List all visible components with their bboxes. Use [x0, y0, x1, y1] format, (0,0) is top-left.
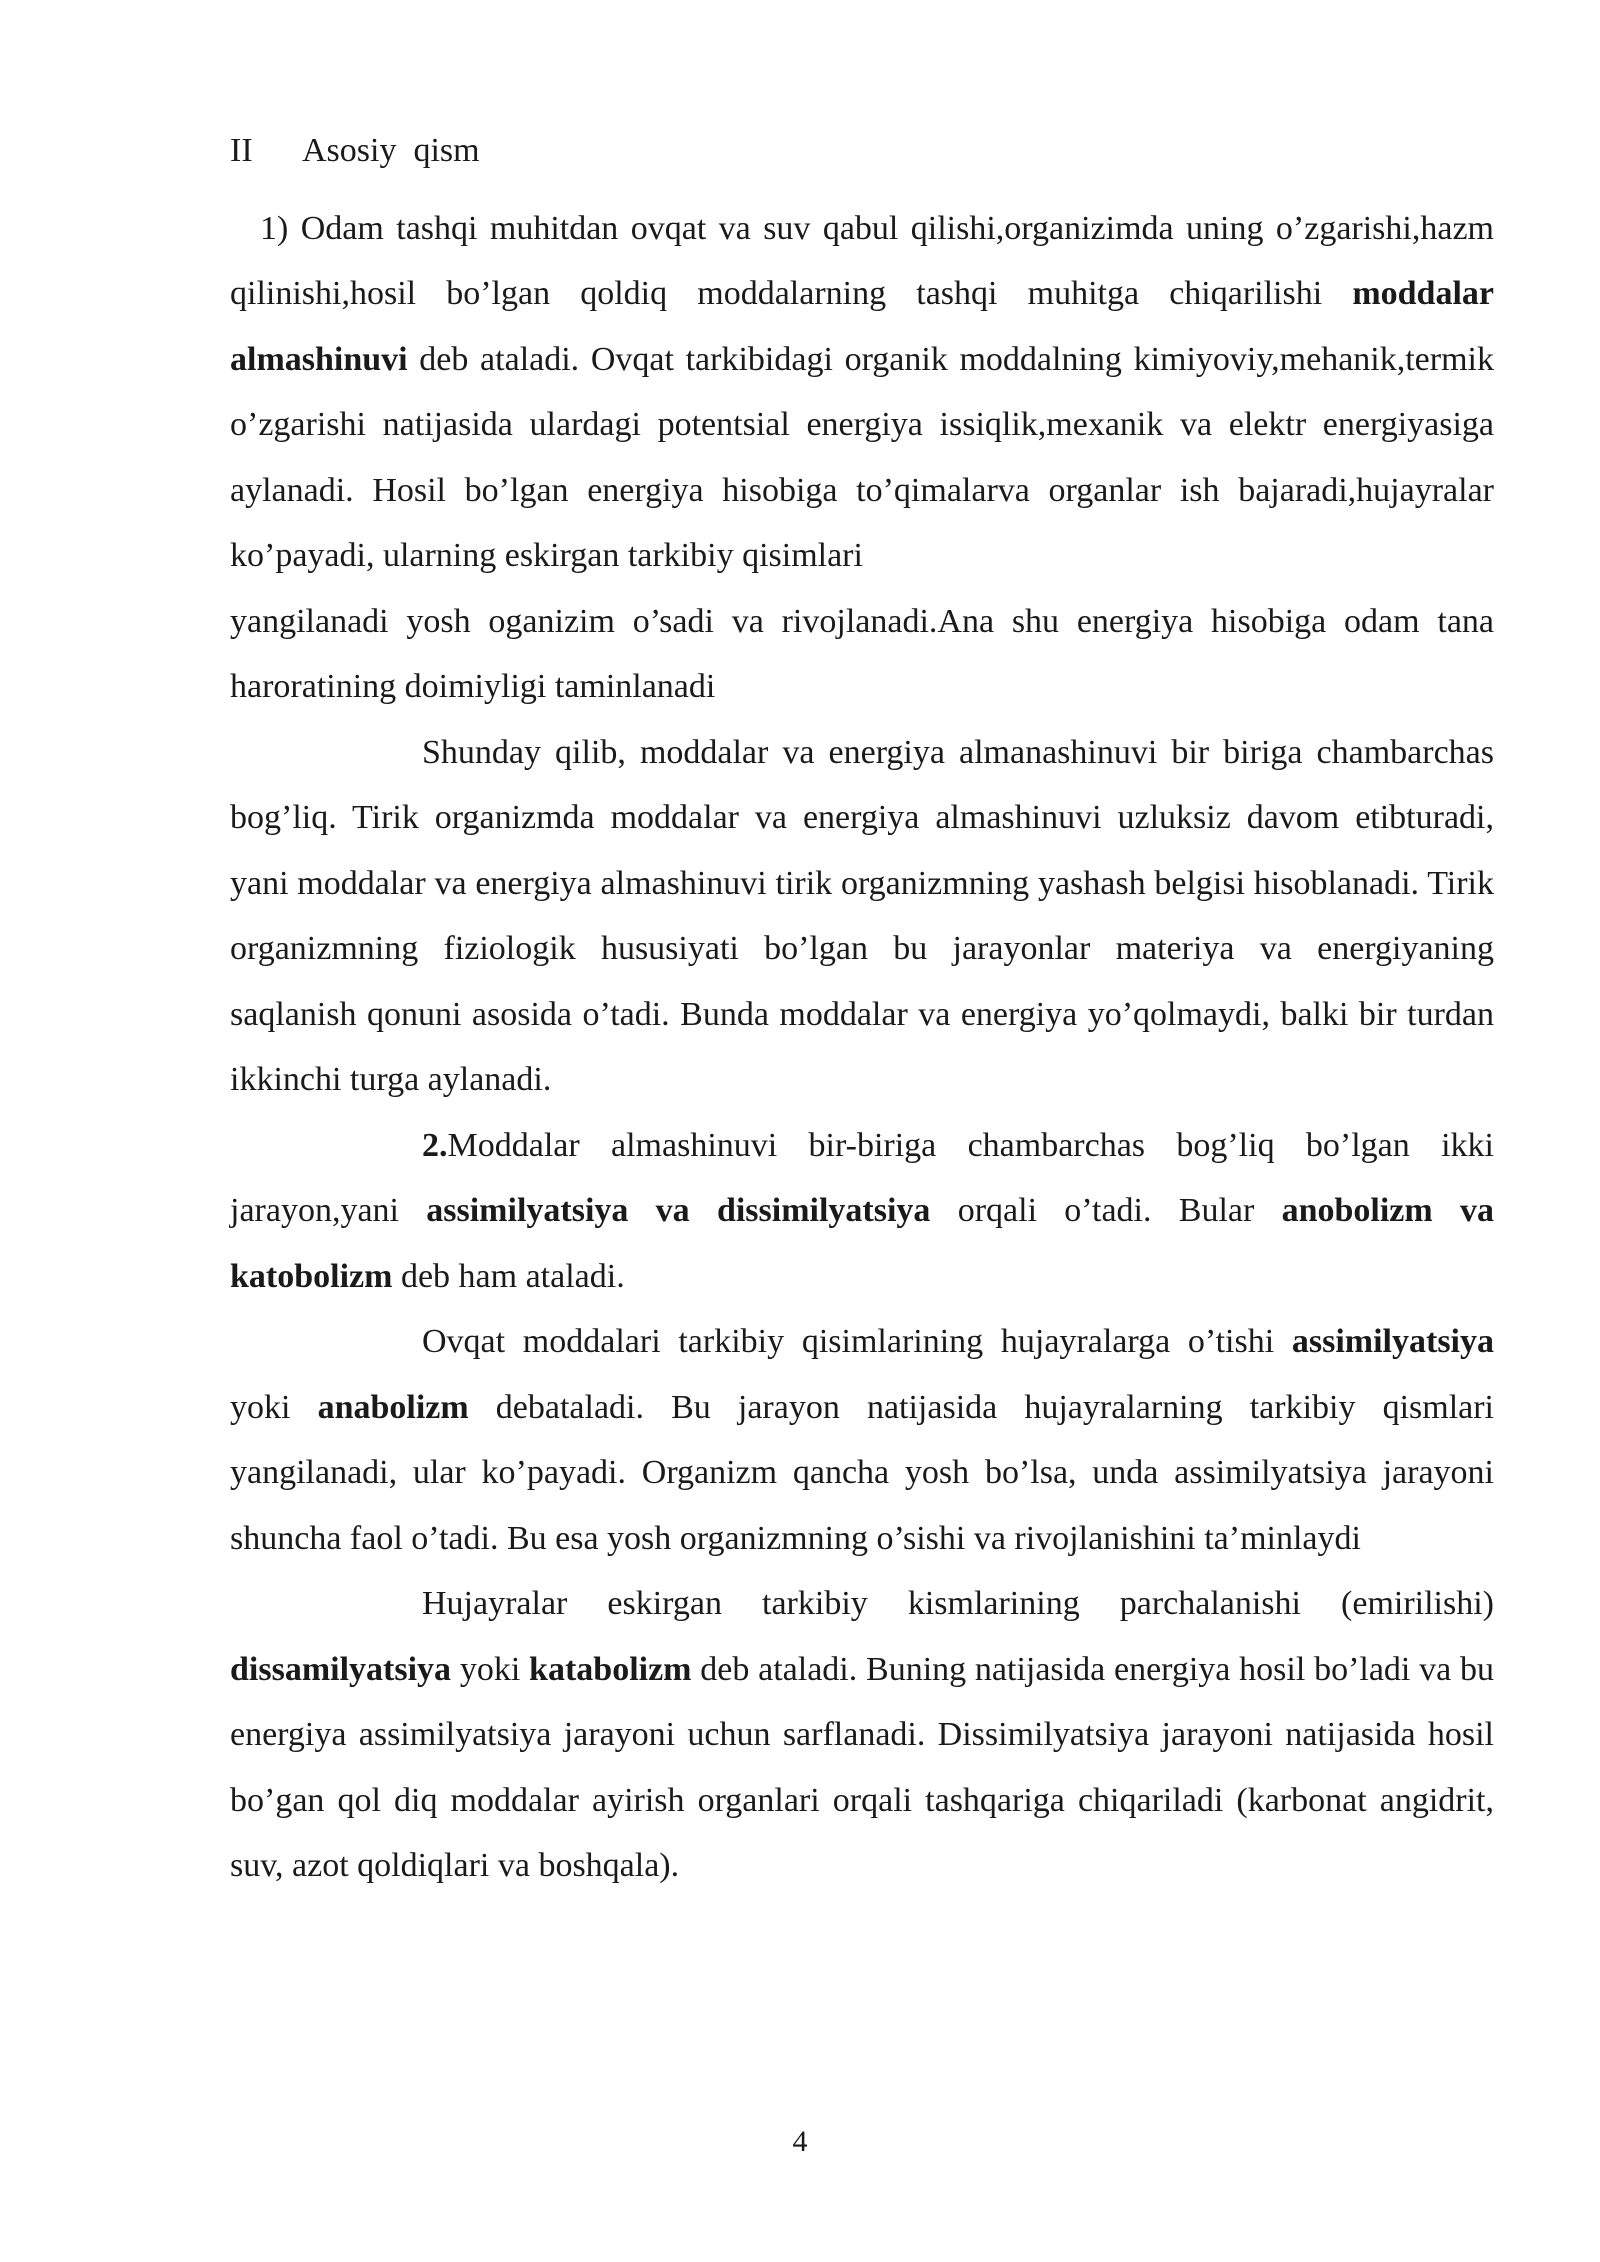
text-segment: yangilanadi yosh oganizim o’sadi va rivojlanadi.Ana shu energiya hisobiga odam tana haroratining doimiyligi taminlanadi — [230, 602, 1494, 705]
body-text — [230, 196, 1494, 1899]
body-paragraph — [230, 1309, 1494, 1571]
text-segment: deb ataladi. Buning natijasida energiya hosil bo’ladi va bu energiya assimilyatsiya jarayoni uchun sarflanadi. Dissimilyatsiya jarayoni natijasida hosil bo’gan qol diq moddalar ayirish organlari orqali tashqariga chiqariladi (karbonat angidrit, suv, azot qoldiqlari va boshqala). — [230, 1650, 1495, 1884]
body-paragraph — [230, 196, 1494, 589]
bold-term: moddalar almashinuvi — [230, 275, 1494, 378]
text-segment: Ovqat moddalari tarkibiy qisimlarining hujayralarga o’tishi — [422, 1323, 1292, 1360]
bold-term: assimilyatsiya — [1291, 1323, 1494, 1360]
bold-term: assimilyatsiya va dissimilyatsiya — [426, 1192, 931, 1229]
document-page — [230, 118, 1494, 1899]
text-segment: deb ataladi. Ovqat tarkibidagi organik moddalning kimiyoviy,mehanik,termik o’zgarishi natijasida ulardagi potentsial energiya issiqlik,mexanik va elektr energiyasiga aylanadi. Hosil bo’lgan energiya hisobiga to’qimalarva organlar ish bajaradi,hujayralar ko’payadi, ularning eskirgan tarkibiy qisimlari — [230, 340, 1494, 574]
bold-term: 2. — [422, 1126, 448, 1164]
bold-term: anobolizm va katobolizm — [230, 1192, 1494, 1295]
section-title: Asosiy qism — [302, 132, 480, 169]
text-segment: debataladi. Bu jarayon natijasida hujayralarning tarkibiy qismlari yangilanadi, ular ko’payadi. Organizm qancha yosh bo’lsa, unda assimilyatsiya jarayoni shuncha faol o’tadi. Bu esa yosh organizmning o’sishi va rivojlanishini ta’minlaydi — [230, 1388, 1494, 1557]
bold-term: katabolizm — [529, 1650, 692, 1688]
bold-term: anabolizm — [317, 1388, 469, 1426]
text-segment: orqali o’tadi. Bular — [930, 1192, 1282, 1229]
body-paragraph — [230, 1571, 1494, 1899]
section-heading — [230, 118, 1494, 184]
body-paragraph — [230, 720, 1494, 1113]
text-segment: yoki — [230, 1388, 318, 1426]
body-paragraph — [230, 589, 1494, 720]
body-paragraph — [230, 1113, 1494, 1310]
text-segment: Moddalar almashinuvi bir-biriga chambarchas bog’liq bo’lgan ikki jarayon,yani — [230, 1126, 1494, 1229]
section-numeral: II — [230, 132, 253, 169]
text-segment: deb ham ataladi. — [392, 1257, 625, 1295]
text-segment: Shunday qilib, moddalar va energiya almanashinuvi bir biriga chambarchas bog’liq. Tirik organizmda moddalar va energiya almashinuvi uzluksiz davom etibturadi, yani moddalar va energiya almashinuvi tirik organizmning yashash belgisi hisoblanadi. Tirik organizmning fiziologik hususiyati bo’lgan bu jarayonlar materiya va energiyaning saqlanish qonuni asosida o’tadi. Bunda moddalar va energiya yo’qolmaydi, balki bir turdan ikkinchi turga aylanadi. — [230, 733, 1494, 1098]
bold-term: dissamilyatsiya — [230, 1650, 452, 1688]
text-segment: Hujayralar eskirgan tarkibiy kismlarining parchalanishi (emirilishi) — [422, 1585, 1494, 1622]
page-number: 4 — [792, 2125, 808, 2158]
text-segment: yoki — [451, 1650, 530, 1688]
text-segment: 1) Odam tashqi muhitdan ovqat va suv qabul qilishi,organizimda uning o’zgarishi,hazm qilinishi,hosil bo’lgan qoldiq moddalarning tashqi muhitga chiqarilishi — [230, 209, 1494, 312]
